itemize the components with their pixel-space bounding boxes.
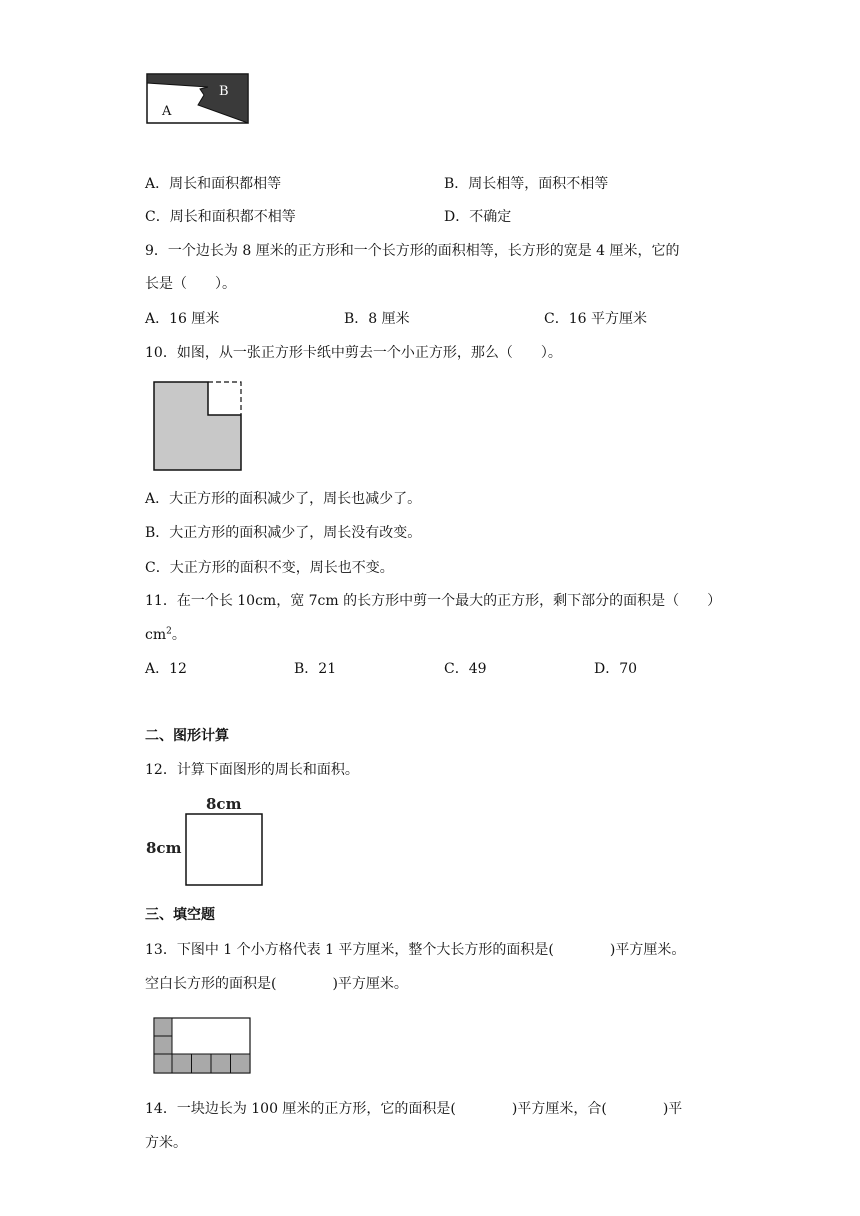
q9-text-line2: 长是（ ）。 (145, 276, 236, 292)
q11-option-d: D．70 (594, 661, 638, 677)
q11-unit: cm (145, 627, 167, 643)
left-side-label: 8cm (146, 839, 182, 857)
figure-square-8cm (144, 794, 268, 890)
q10-text: 10．如图，从一张正方形卡纸中剪去一个小正方形，那么（ ）。 (145, 345, 562, 361)
q10-option-c: C．大正方形的面积不变，周长也不变。 (145, 560, 394, 576)
section-3-title: 三、填空题 (145, 907, 215, 923)
section-2-title: 二、图形计算 (145, 728, 229, 744)
q8-option-c: C．周长和面积都不相等 (145, 209, 296, 225)
q9-option-b: B．8 厘米 (344, 311, 410, 327)
q9-text-line1: 9．一个边长为 8 厘米的正方形和一个长方形的面积相等，长方形的宽是 4 厘米，它的 (145, 243, 680, 259)
q11-option-b: B．21 (294, 661, 337, 677)
figure-cut-square (153, 381, 245, 473)
q9-option-c: C．16 平方厘米 (544, 311, 647, 327)
q11-option-a: A．12 (145, 661, 187, 677)
figure-grid-rectangle (153, 1017, 252, 1075)
q8-option-b: B．周长相等，面积不相等 (444, 176, 609, 192)
q9-option-a: A．16 厘米 (145, 311, 220, 327)
q12-text: 12．计算下面图形的周长和面积。 (145, 762, 359, 778)
q13-text-line2: 空白长方形的面积是( )平方厘米。 (145, 976, 408, 992)
q8-option-d: D．不确定 (444, 209, 512, 225)
q14-text-line2: 方米。 (145, 1135, 187, 1151)
label-a: A (162, 104, 172, 119)
q11-text-line1: 11．在一个长 10cm，宽 7cm 的长方形中剪一个最大的正方形，剩下部分的面积是（ ） (145, 593, 722, 609)
q11-end: 。 (171, 627, 186, 643)
q13-text-line1: 13．下图中 1 个小方格代表 1 平方厘米，整个大长方形的面积是( )平方厘米。 (145, 942, 686, 958)
q14-text-line1: 14．一块边长为 100 厘米的正方形，它的面积是( )平方厘米，合( )平 (145, 1101, 683, 1117)
q10-option-a: A．大正方形的面积减少了，周长也减少了。 (145, 491, 422, 507)
top-side-label: 8cm (206, 795, 242, 813)
q8-option-a: A．周长和面积都相等 (145, 176, 282, 192)
q11-unit-exponent: 2 (166, 626, 172, 637)
figure-split-rectangle (146, 73, 250, 125)
q11-option-c: C．49 (444, 661, 487, 677)
label-b: B (219, 84, 229, 99)
q11-text-line2 (145, 625, 186, 645)
q10-option-b: B．大正方形的面积减少了，周长没有改变。 (145, 525, 422, 541)
